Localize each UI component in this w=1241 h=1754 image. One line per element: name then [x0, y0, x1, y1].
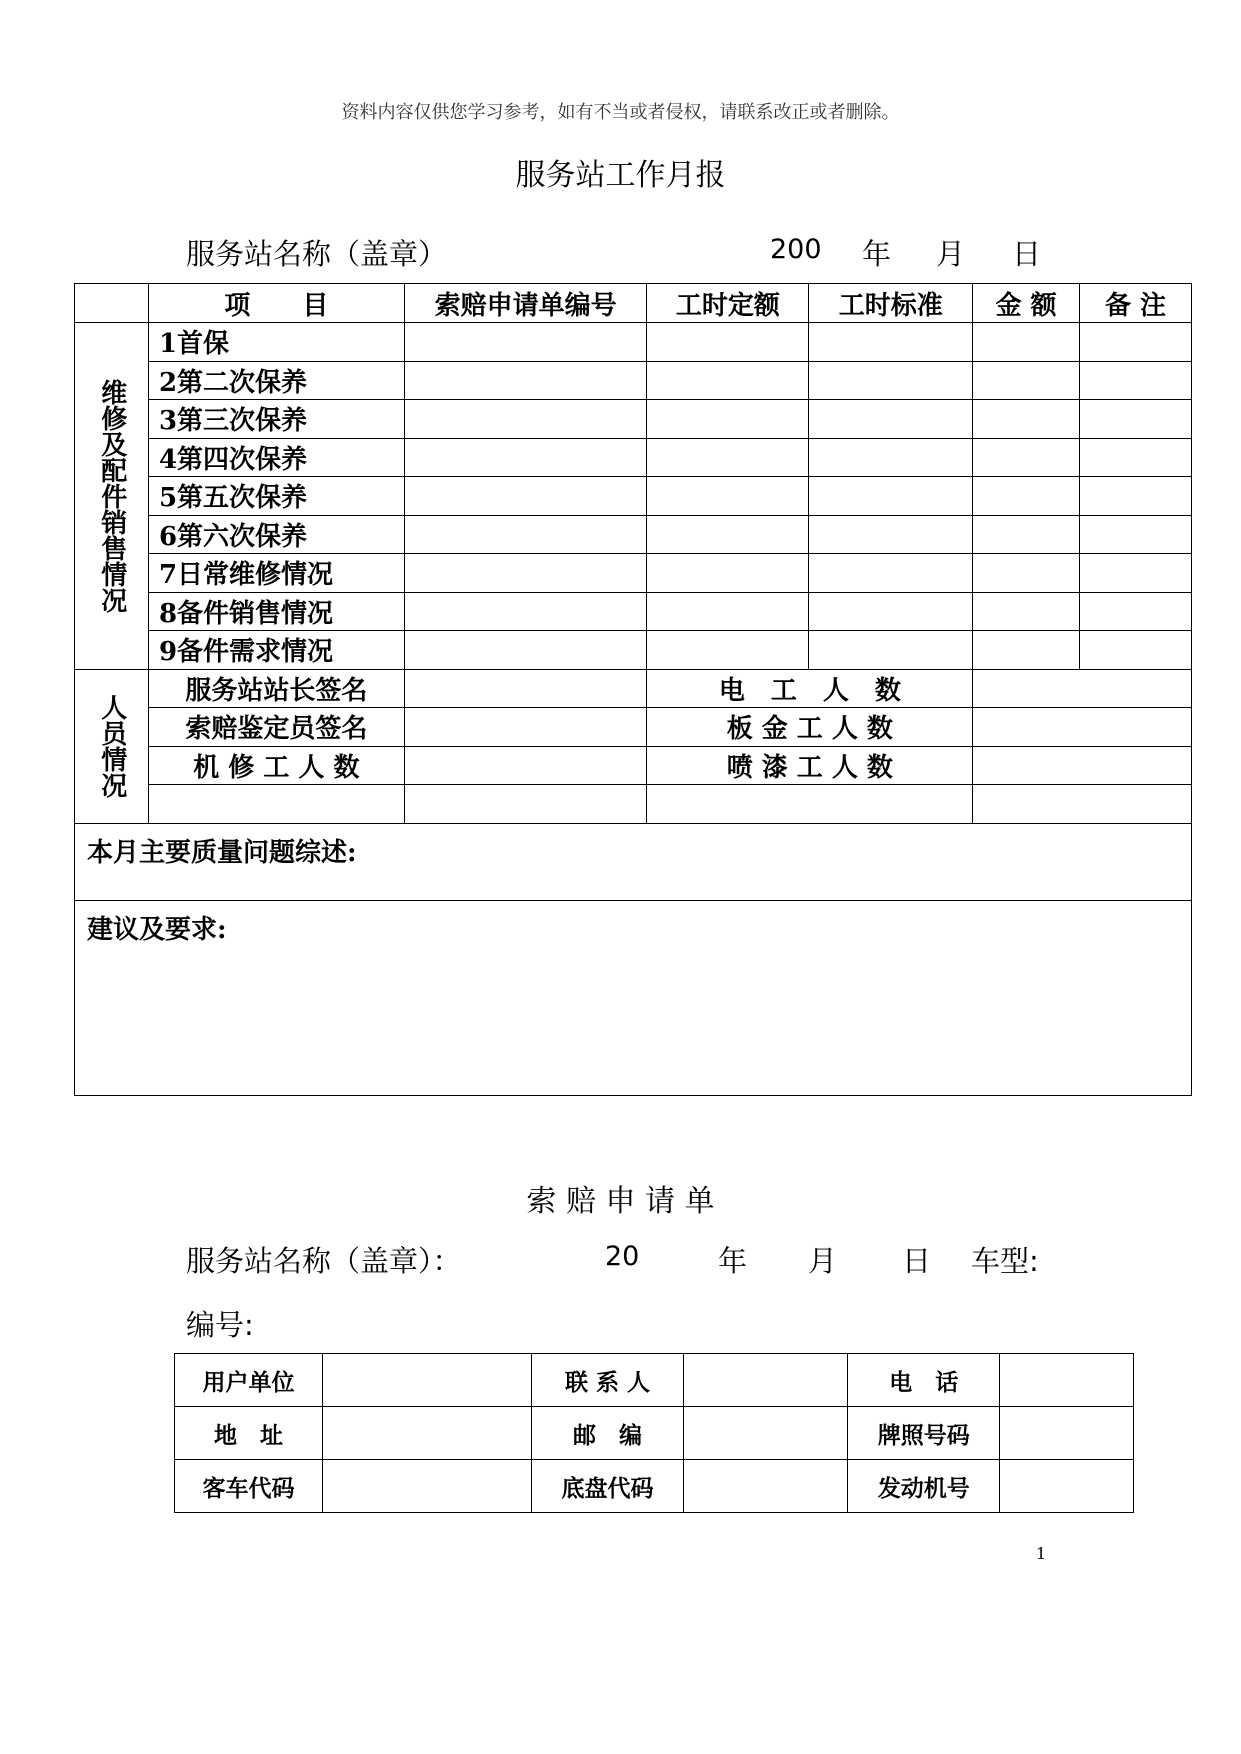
claim-form-table	[174, 1353, 1134, 1513]
sheet-metal-count-field[interactable]	[973, 708, 1192, 747]
table-row	[75, 669, 1192, 708]
table-header-row	[75, 284, 1192, 323]
painter-count-label: 喷 漆 工 人 数	[647, 746, 973, 785]
table-row	[75, 708, 1192, 747]
report-date-year-prefix: 200	[770, 234, 822, 265]
claim-date-year-prefix: 20	[605, 1241, 640, 1272]
report-date-year: 年	[862, 237, 892, 271]
table-row	[75, 477, 1192, 516]
item-label: 6第六次保养	[148, 515, 404, 554]
claim-vehicle-model-label: 车型:	[971, 1244, 1039, 1278]
license-plate-label: 牌照号码	[848, 1407, 1000, 1460]
remarks-cell[interactable]	[1080, 554, 1192, 593]
mechanic-count-field[interactable]	[404, 746, 647, 785]
item-label: 2第二次保养	[148, 361, 404, 400]
report-title: 服务站工作月报	[515, 158, 726, 193]
monthly-report-table	[74, 283, 1192, 1096]
table-row	[175, 1407, 1134, 1460]
claim-number-cell[interactable]	[404, 515, 647, 554]
section-maintenance-label: 维修及配件销售情况	[75, 323, 149, 670]
labor-quota-cell[interactable]	[647, 631, 809, 670]
section-personnel-label: 人员情况	[75, 669, 149, 823]
postcode-label: 邮 编	[531, 1407, 684, 1460]
claim-number-cell[interactable]	[404, 631, 647, 670]
station-manager-sign-label: 服务站站长签名	[148, 669, 404, 708]
item-label: 8备件销售情况	[148, 592, 404, 631]
license-plate-field[interactable]	[1000, 1407, 1134, 1460]
claim-number-cell[interactable]	[404, 477, 647, 516]
claim-date-month: 月	[808, 1244, 838, 1278]
remarks-cell[interactable]	[1080, 515, 1192, 554]
personnel-extra-cell[interactable]	[973, 785, 1192, 824]
remarks-cell[interactable]	[1080, 400, 1192, 439]
contact-person-label: 联 系 人	[531, 1354, 684, 1407]
labor-quota-cell[interactable]	[647, 592, 809, 631]
labor-quota-cell[interactable]	[647, 477, 809, 516]
remarks-cell[interactable]	[1080, 477, 1192, 516]
header-labor-standard: 工时标准	[809, 284, 973, 323]
labor-standard-cell[interactable]	[809, 592, 973, 631]
amount-cell[interactable]	[973, 592, 1080, 631]
labor-quota-cell[interactable]	[647, 554, 809, 593]
claim-appraiser-sign-label: 索赔鉴定员签名	[148, 708, 404, 747]
claim-number-cell[interactable]	[404, 361, 647, 400]
quality-summary-row	[75, 823, 1192, 900]
table-row	[75, 592, 1192, 631]
table-row	[75, 361, 1192, 400]
item-label: 5第五次保养	[148, 477, 404, 516]
table-row	[175, 1354, 1134, 1407]
amount-cell[interactable]	[973, 323, 1080, 362]
header-labor-quota: 工时定额	[647, 284, 809, 323]
claim-date-day: 日	[902, 1244, 932, 1278]
customer-unit-label: 用户单位	[175, 1354, 323, 1407]
labor-standard-cell[interactable]	[809, 515, 973, 554]
address-label: 地 址	[175, 1407, 323, 1460]
amount-cell[interactable]	[973, 477, 1080, 516]
page-number: 1	[1036, 1544, 1047, 1563]
table-row	[75, 515, 1192, 554]
amount-cell[interactable]	[973, 554, 1080, 593]
personnel-extra-cell[interactable]	[148, 785, 404, 824]
contact-person-field[interactable]	[684, 1354, 848, 1407]
item-label: 3第三次保养	[148, 400, 404, 439]
labor-quota-cell[interactable]	[647, 515, 809, 554]
quality-summary-label: 本月主要质量问题综述:	[87, 837, 357, 868]
header-remarks: 备 注	[1080, 284, 1192, 323]
station-manager-sign-field[interactable]	[404, 669, 647, 708]
engine-number-label: 发动机号	[848, 1460, 1000, 1513]
electrician-count-field[interactable]	[973, 669, 1192, 708]
labor-standard-cell[interactable]	[809, 400, 973, 439]
header-item: 项 目	[148, 284, 404, 323]
table-row	[175, 1460, 1134, 1513]
claim-number-cell[interactable]	[404, 438, 647, 477]
painter-count-field[interactable]	[973, 746, 1192, 785]
suggestions-label: 建议及要求:	[87, 914, 227, 945]
table-row	[75, 400, 1192, 439]
amount-cell[interactable]	[973, 631, 1080, 670]
amount-cell[interactable]	[973, 361, 1080, 400]
report-date-month: 月	[936, 237, 966, 271]
mechanic-count-label: 机 修 工 人 数	[148, 746, 404, 785]
report-date-day: 日	[1012, 237, 1042, 271]
chassis-code-label: 底盘代码	[531, 1460, 684, 1513]
labor-quota-cell[interactable]	[647, 400, 809, 439]
item-label: 1首保	[148, 323, 404, 362]
address-field[interactable]	[322, 1407, 531, 1460]
remarks-cell[interactable]	[1080, 361, 1192, 400]
header-claim-number: 索赔申请单编号	[404, 284, 647, 323]
amount-cell[interactable]	[973, 400, 1080, 439]
chassis-code-field[interactable]	[684, 1460, 848, 1513]
header-empty-cell	[75, 284, 149, 323]
labor-quota-cell[interactable]	[647, 438, 809, 477]
postcode-field[interactable]	[684, 1407, 848, 1460]
remarks-cell[interactable]	[1080, 323, 1192, 362]
claim-number-label: 编号:	[186, 1308, 254, 1342]
labor-quota-cell[interactable]	[647, 323, 809, 362]
personnel-extra-cell[interactable]	[404, 785, 647, 824]
disclaimer-text: 资料内容仅供您学习参考，如有不当或者侵权，请联系改正或者删除。	[341, 102, 900, 123]
amount-cell[interactable]	[973, 438, 1080, 477]
table-row	[75, 746, 1192, 785]
suggestions-row	[75, 900, 1192, 1095]
report-station-label: 服务站名称（盖章）	[186, 237, 448, 271]
labor-standard-cell[interactable]	[809, 361, 973, 400]
remarks-cell[interactable]	[1080, 631, 1192, 670]
claim-number-cell[interactable]	[404, 323, 647, 362]
bus-code-label: 客车代码	[175, 1460, 323, 1513]
labor-quota-cell[interactable]	[647, 361, 809, 400]
claim-title: 索 赔 申 请 单	[526, 1184, 715, 1219]
claim-number-cell[interactable]	[404, 554, 647, 593]
bus-code-field[interactable]	[322, 1460, 531, 1513]
item-label: 9备件需求情况	[148, 631, 404, 670]
engine-number-field[interactable]	[1000, 1460, 1134, 1513]
claim-number-cell[interactable]	[404, 400, 647, 439]
remarks-cell[interactable]	[1080, 592, 1192, 631]
electrician-count-label: 电 工 人 数	[647, 669, 973, 708]
table-row	[75, 438, 1192, 477]
claim-station-label: 服务站名称（盖章）：	[186, 1244, 462, 1278]
item-label: 7日常维修情况	[148, 554, 404, 593]
claim-appraiser-sign-field[interactable]	[404, 708, 647, 747]
suggestions-field[interactable]	[75, 900, 1192, 1095]
amount-cell[interactable]	[973, 515, 1080, 554]
phone-label: 电 话	[848, 1354, 1000, 1407]
table-row	[75, 631, 1192, 670]
table-row	[75, 323, 1192, 362]
labor-standard-cell[interactable]	[809, 477, 973, 516]
table-row	[75, 554, 1192, 593]
table-row	[75, 785, 1192, 824]
quality-summary-field[interactable]	[75, 823, 1192, 900]
header-amount: 金 额	[973, 284, 1080, 323]
labor-standard-cell[interactable]	[809, 631, 973, 670]
item-label: 4第四次保养	[148, 438, 404, 477]
phone-field[interactable]	[1000, 1354, 1134, 1407]
labor-standard-cell[interactable]	[809, 554, 973, 593]
remarks-cell[interactable]	[1080, 438, 1192, 477]
sheet-metal-count-label: 板 金 工 人 数	[647, 708, 973, 747]
claim-number-cell[interactable]	[404, 592, 647, 631]
labor-standard-cell[interactable]	[809, 323, 973, 362]
labor-standard-cell[interactable]	[809, 438, 973, 477]
claim-date-year: 年	[718, 1244, 748, 1278]
customer-unit-field[interactable]	[322, 1354, 531, 1407]
personnel-extra-cell[interactable]	[647, 785, 973, 824]
